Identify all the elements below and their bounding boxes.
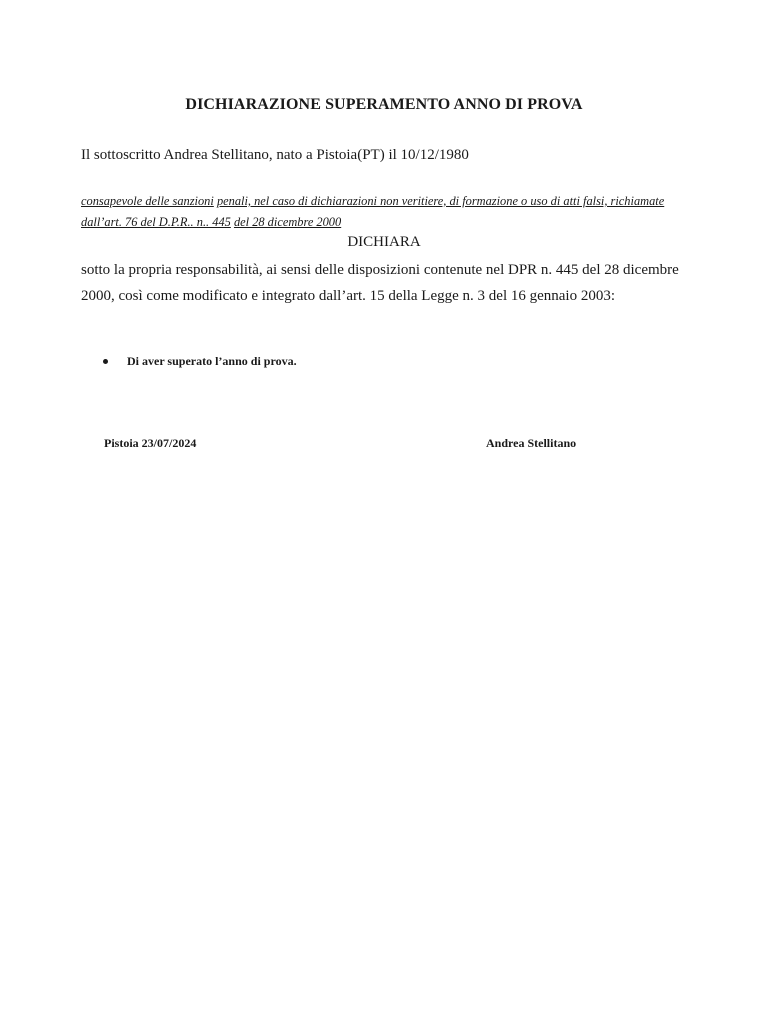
declaration-list xyxy=(81,352,297,370)
body-paragraph: sotto la propria responsabilità, ai sensi delle disposizioni contenute nel DPR n. 445 del 28 dicembre 2000, così come modificato e integrato dall’art. 15 della Legge n. 3 del 16 gennaio 2003: xyxy=(81,262,679,304)
bullet-icon xyxy=(103,359,108,364)
declares-heading: DICHIARA xyxy=(347,234,421,250)
legal-notice xyxy=(81,191,681,233)
document-title: DICHIARAZIONE SUPERAMENTO ANNO DI PROVA xyxy=(185,96,583,113)
legal-notice-part-3: del 28 dicembre 2000 xyxy=(233,215,342,229)
legal-notice-part-2: penali, nel caso di dichiarazioni non veritiere, di formazione o uso di atti falsi, richiamate dall’art. 76 del D.P.R.. n.. 445 xyxy=(81,194,665,229)
intro-paragraph: Il sottoscritto Andrea Stellitano, nato a Pistoia(PT) il 10/12/1980 xyxy=(81,147,469,163)
place-date: Pistoia 23/07/2024 xyxy=(104,436,197,450)
list-item xyxy=(81,352,297,370)
declaration-text: Di aver superato l’anno di prova. xyxy=(127,354,297,368)
signatory-name: Andrea Stellitano xyxy=(486,436,577,450)
legal-notice-part-1: consapevole delle sanzioni xyxy=(81,194,214,208)
